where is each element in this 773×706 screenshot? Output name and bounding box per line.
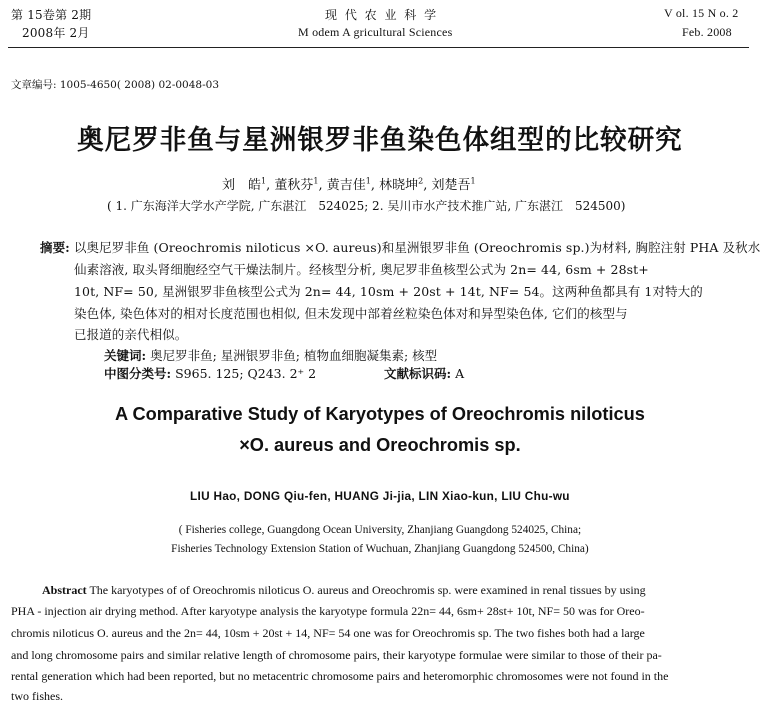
title-cn: 奥尼罗非鱼与星洲银罗非鱼染色体组型的比较研究: [77, 125, 683, 156]
abstract-en-line-3: chromis niloticus O. aureus and the 2n= 44, 10sm + 20st + 14, NF= 54 one was for Oreochromis sp. The two fishes both had a large: [11, 626, 645, 640]
journal-date-en: Feb. 2008: [682, 25, 732, 39]
classification: [104, 364, 316, 382]
doc-code-label: 文献标识码:: [384, 366, 452, 381]
abstract-en-line-1: [42, 583, 646, 598]
author-affiliation-mark: 1: [261, 176, 267, 186]
author-name: 刘 皓: [222, 178, 262, 193]
title-en-line-1: A Comparative Study of Karyotypes of Oreochromis niloticus: [114, 403, 645, 424]
abstract-cn-line-5: 已报道的亲代相似。: [74, 327, 188, 342]
abstract-cn-label: 摘要:: [40, 240, 70, 255]
abstract-en-label: Abstract: [42, 583, 87, 597]
author-affiliation-mark: 1: [313, 176, 319, 186]
journal-name-cn: 现 代 农 业 科 学: [325, 8, 439, 22]
abstract-cn-line-2: 仙素溶液, 取头肾细胞经空气干燥法制片。经核型分析, 奥尼罗非鱼核型公式为 2n= 44, 6sm + 28st+: [74, 262, 649, 277]
keywords-label: 关键词:: [104, 348, 147, 363]
keywords-text: 奥尼罗非鱼; 星洲银罗非鱼; 植物血细胞凝集素; 核型: [150, 348, 438, 363]
abstract-cn-line-3: 10t, NF= 50, 星洲银罗非鱼核型公式为 2n= 44, 10sm + 20st + 14t, NF= 54。这两种鱼都具有 1对特大的: [74, 284, 703, 299]
author-affiliation-mark: 1: [365, 176, 371, 186]
keywords: [104, 346, 437, 364]
journal-issue: 第 15卷第 2期: [11, 8, 92, 22]
header-rule: [8, 47, 749, 48]
authors-en: LIU Hao, DONG Qiu-fen, HUANG Ji-jia, LIN Xiao-kun, LIU Chu-wu: [190, 489, 570, 503]
author-name: , 林晓坤: [370, 178, 419, 193]
abstract-en-line-5: rental generation which had been reported, but no metacentric chromosome pairs and heteromorphic chromosomes were not found in the: [11, 669, 669, 683]
author-name: , 董秋芬: [266, 178, 314, 193]
classification-label: 中图分类号:: [104, 366, 172, 381]
author-affiliation-mark: 1: [470, 176, 476, 186]
journal-date: 2008年 2月: [22, 26, 90, 40]
abstract-cn-line-1: [40, 238, 760, 256]
doc-code-text: A: [455, 366, 465, 381]
doc-code: [384, 364, 464, 382]
abstract-cn-text: 以奥尼罗非鱼 (Oreochromis niloticus ×O. aureus)和星洲银罗非鱼 (Oreochromis sp.)为材料, 胸腔注射 PHA 及秋水: [73, 240, 761, 255]
title-en-line-2: ×O. aureus and Oreochromis sp.: [239, 434, 521, 455]
journal-name-en: M odem A gricultural Sciences: [298, 25, 453, 39]
authors-cn: [222, 174, 476, 193]
abstract-cn-line-4: 染色体, 染色体对的相对长度范围也相似, 但未发现中部着丝粒染色体对和异型染色体, 它们的核型与: [74, 306, 628, 321]
author-affiliation-mark: 2: [418, 176, 424, 186]
author-name: , 黄吉佳: [318, 178, 366, 193]
article-number: 文章编号: 1005-4650( 2008) 02-0048-03: [11, 79, 219, 91]
affiliation-en-line-1: ( Fisheries college, Guangdong Ocean University, Zhanjiang Guangdong 524025, China;: [178, 524, 582, 536]
abstract-en-text: The karyotypes of of Oreochromis niloticus O. aureus and Oreochromis sp. were examined in renal tissues by using: [89, 583, 646, 597]
abstract-en-line-4: and long chromosome pairs and similar relative length of chromosome pairs, their karyotype formulae were similar to those of their pa-: [11, 648, 662, 662]
journal-volume-en: V ol. 15 N o. 2: [664, 6, 739, 20]
author-name: , 刘楚吾: [423, 178, 471, 193]
affiliation-cn: ( 1. 广东海洋大学水产学院, 广东湛江 524025; 2. 吴川市水产技术推广站, 广东湛江 524500): [107, 199, 626, 213]
affiliation-en-line-2: Fisheries Technology Extension Station of Wuchuan, Zhanjiang Guangdong 524500, China): [171, 543, 589, 555]
classification-text: S965. 125; Q243. 2⁺ 2: [175, 366, 317, 381]
abstract-en-line-6: two fishes.: [11, 689, 63, 703]
abstract-en-line-2: PHA - injection air drying method. After karyotype analysis the karyotype formula 22n= 44, 6sm+ 28st+ 10t, NF= 50 was for Oreo-: [11, 604, 645, 618]
